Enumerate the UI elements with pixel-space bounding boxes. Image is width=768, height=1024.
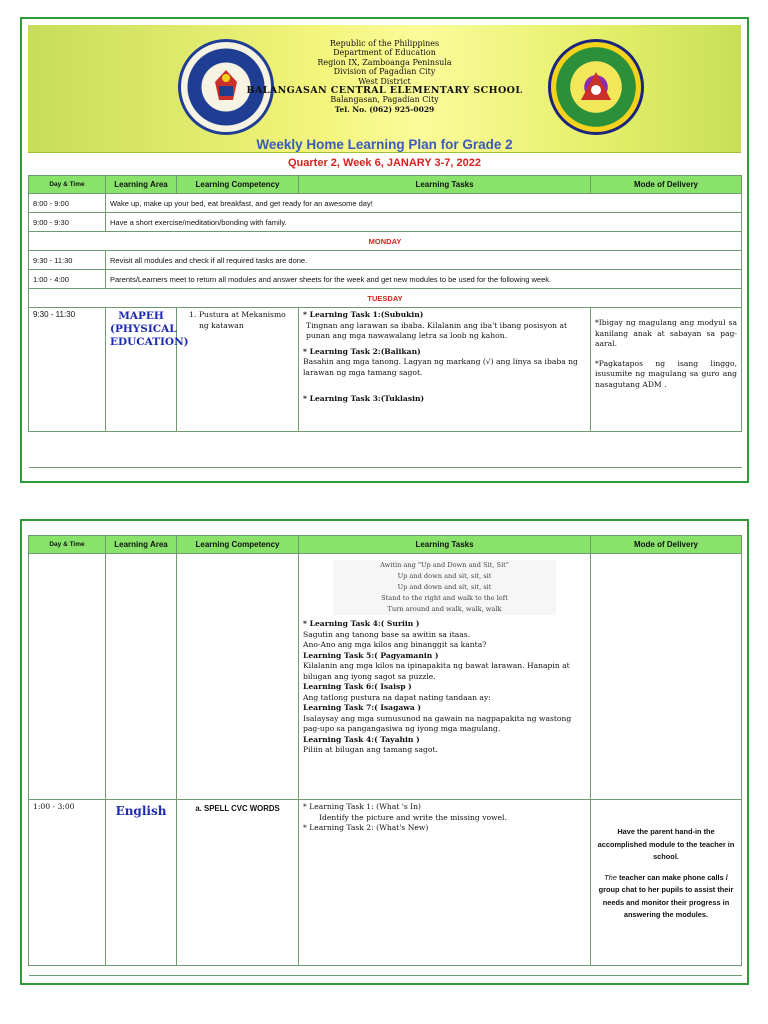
song-line: Up and down and sit, sit, sit bbox=[397, 583, 492, 591]
learning-tasks-cell bbox=[299, 554, 591, 800]
school-address: Balangasan, Pagadian City bbox=[330, 95, 439, 105]
task-label: Learning Task 7:( Isagawa ) bbox=[303, 703, 421, 712]
col-header: Day & Time bbox=[29, 176, 106, 194]
day-label: TUESDAY bbox=[29, 289, 742, 308]
mode-delivery-cell bbox=[591, 308, 742, 432]
task-label: * Learning Task 1: (What 's In) bbox=[303, 802, 422, 811]
mode-text: Have the parent hand-in the accomplished module to the teacher in school. bbox=[597, 827, 735, 861]
song-line: Up and down and sit, sit, sit bbox=[397, 572, 492, 580]
table-row bbox=[29, 213, 742, 232]
col-header: Learning Tasks bbox=[299, 536, 591, 554]
col-header: Day & Time bbox=[29, 536, 106, 554]
learning-tasks-cell bbox=[299, 308, 591, 432]
song-line: Turn around and walk, walk, walk bbox=[387, 605, 502, 613]
col-header: Learning Area bbox=[106, 536, 177, 554]
time-cell: 9:30 - 11:30 bbox=[29, 251, 106, 270]
activity-cell: Parents/Learners meet to return all modules and answer sheets for the week and get new modules to be used for the following week. bbox=[106, 270, 742, 289]
song-title: Awitin ang "Up and Down and Sit, Sit" bbox=[380, 561, 509, 569]
mode-text-rest: teacher can make phone calls / group chat to her pupils to assist their needs and monitor their progress in answering the modules. bbox=[598, 872, 734, 919]
header-line: Republic of the Philippines bbox=[329, 39, 440, 48]
task-label: Learning Task 6:( Isaisp ) bbox=[303, 682, 412, 691]
task-text: Identify the picture and write the missing vowel. bbox=[319, 812, 507, 822]
learning-area-cell: MAPEH (PHYSICAL EDUCATION) bbox=[106, 308, 177, 432]
mode-text: *Pagkatapos ng isang linggo, isusumite ng magulang sa guro ang nasagutang ADM . bbox=[595, 358, 737, 389]
task-label: * Learning Task 4:( Suriin ) bbox=[303, 619, 420, 628]
col-header: Mode of Delivery bbox=[591, 176, 742, 194]
song-line: Stand to the right and walk to the left bbox=[381, 594, 508, 602]
school-telephone: Tel. No. (062) 925-0029 bbox=[334, 104, 435, 114]
day-row bbox=[29, 232, 742, 251]
col-header: Mode of Delivery bbox=[591, 536, 742, 554]
task-label: * Learning Task 1:(Subukin) bbox=[303, 310, 424, 319]
school-header-banner bbox=[28, 25, 741, 153]
time-cell: 1:00 - 3:00 bbox=[29, 800, 106, 966]
plan-title: Weekly Home Learning Plan for Grade 2 bbox=[256, 137, 513, 152]
task-label: * Learning Task 2:(Balikan) bbox=[303, 346, 421, 356]
mode-delivery-cell bbox=[591, 800, 742, 966]
competency-cell: a. SPELL CVC WORDS bbox=[177, 800, 299, 966]
table-row-mapeh bbox=[29, 308, 742, 432]
activity-cell: Have a short exercise/meditation/bonding with family. bbox=[106, 213, 742, 232]
task-text: Kilalanin ang mga kilos na ipinapakita ng bawat larawan. Hanapin at bilugan ang iyong sagot sa puzzle. bbox=[303, 661, 570, 681]
table-row-english bbox=[29, 800, 742, 966]
header-line: Department of Education bbox=[333, 48, 436, 58]
table-row bbox=[29, 270, 742, 289]
day-row bbox=[29, 289, 742, 308]
plan-subtitle: Quarter 2, Week 6, JANARY 3-7, 2022 bbox=[287, 157, 481, 169]
song-lyrics-image bbox=[333, 560, 556, 615]
time-cell: 9:30 - 11:30 bbox=[29, 308, 106, 432]
competency-text: Pustura at Mekanismo ng katawan bbox=[198, 310, 286, 330]
col-header: Learning Area bbox=[106, 176, 177, 194]
task-text: Isalaysay ang mga sumusunod na gawain na nagpapakita ng wastong pag-upo sa pangangasiwa ng iyong mga magulang. bbox=[303, 713, 572, 733]
task-label: * Learning Task 2: (What's New) bbox=[303, 823, 429, 832]
table-header-row bbox=[29, 536, 742, 554]
task-text: Tingnan ang larawan sa ibaba. Kilalanin ang iba't ibang posisyon at punan ang mga nawawalang letra sa loob ng kahon. bbox=[306, 320, 568, 340]
task-text: Ang tatlong pustura na dapat nating tandaan ay: bbox=[303, 692, 491, 702]
competency-cell bbox=[177, 308, 299, 432]
table-row bbox=[29, 251, 742, 270]
header-line: Division of Pagadian City bbox=[333, 67, 436, 77]
col-header: Learning Competency bbox=[177, 176, 299, 194]
task-label: Learning Task 5:( Pagyamanin ) bbox=[303, 650, 439, 660]
header-line: West District bbox=[358, 76, 411, 86]
page-2 bbox=[20, 519, 749, 985]
task-label: Learning Task 4:( Tayahin ) bbox=[303, 734, 420, 744]
table-header-row bbox=[29, 176, 742, 194]
task-text: Sagutin ang tanong base sa awitin sa itaas. Ano-Ano ang mga kilos ang binanggit sa kanta? bbox=[303, 629, 487, 649]
task-label: * Learning Task 3:(Tuklasin) bbox=[303, 394, 425, 403]
col-header: Learning Tasks bbox=[299, 176, 591, 194]
page-1 bbox=[20, 17, 749, 483]
learning-plan-table-continued bbox=[28, 535, 742, 976]
school-name: BALANGASAN CENTRAL ELEMENTARY SCHOOL bbox=[246, 85, 523, 97]
time-cell: 8:00 - 9:00 bbox=[29, 194, 106, 213]
blank-row bbox=[29, 432, 742, 468]
activity-cell: Revisit all modules and check if all required tasks are done. bbox=[106, 251, 742, 270]
table-row bbox=[29, 194, 742, 213]
competency-number: 1. bbox=[189, 310, 197, 319]
time-cell: 9:00 - 9:30 bbox=[29, 213, 106, 232]
school-header-text bbox=[28, 39, 741, 114]
learning-tasks-cell bbox=[299, 800, 591, 966]
table-row-continued-tasks bbox=[29, 554, 742, 800]
mode-text bbox=[595, 864, 737, 922]
mode-emphasis: The bbox=[604, 872, 617, 882]
task-text: Basahin ang mga tanong. Lagyan ng markang (√) ang linya sa ibaba ng larawan ng mga tamang sagot. bbox=[303, 357, 578, 377]
day-label: MONDAY bbox=[29, 232, 742, 251]
activity-cell: Wake up, make up your bed, eat breakfast, and get ready for an awesome day! bbox=[106, 194, 742, 213]
mode-text: *Ibigay ng magulang ang modyul sa kanilang anak at sabayan sa pag-aaral. bbox=[595, 318, 737, 348]
header-line: Region IX, Zamboanga Peninsula bbox=[317, 57, 452, 67]
col-header: Learning Competency bbox=[177, 536, 299, 554]
time-cell: 1:00 - 4:00 bbox=[29, 270, 106, 289]
task-text: Piliin at bilugan ang tamang sagot. bbox=[303, 745, 438, 754]
learning-plan-table bbox=[28, 175, 742, 468]
learning-area-cell: English bbox=[106, 800, 177, 966]
blank-row bbox=[29, 966, 742, 976]
